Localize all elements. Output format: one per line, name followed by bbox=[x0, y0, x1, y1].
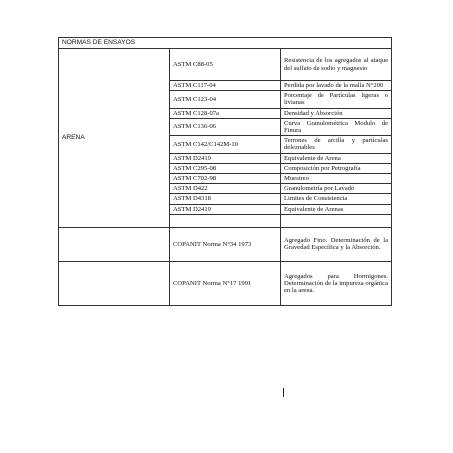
standard-cell: ASTM D422 bbox=[170, 184, 281, 194]
description-cell: Agregado Fino. Determinación de la Gravedad Específica y la Absorción. bbox=[281, 227, 392, 261]
standard-cell: ASTM C117-04 bbox=[170, 81, 281, 91]
empty-cell bbox=[59, 227, 170, 261]
empty-cell bbox=[59, 261, 170, 305]
standard-cell: ASTM C123-04 bbox=[170, 91, 281, 108]
description-cell: Densidad y Absorción bbox=[281, 108, 392, 118]
description-cell: Granulometría por Lavado bbox=[281, 184, 392, 194]
description-cell: Curva Granulométrica Modulo de Finura bbox=[281, 118, 392, 135]
standard-cell: COPANIT Norma N°34 1973 bbox=[170, 227, 281, 261]
description-cell: Perdida por lavado de la malla N°200 bbox=[281, 81, 392, 91]
table-row bbox=[59, 261, 392, 305]
standard-cell bbox=[170, 214, 281, 227]
description-cell: Composición por Petrografía bbox=[281, 163, 392, 173]
description-cell: Terrones de arcilla y partículas deleznables bbox=[281, 136, 392, 153]
table-header-row bbox=[59, 38, 392, 49]
description-cell: Resistencia de los agregados al ataque del sulfato de sodio y magnesio bbox=[281, 49, 392, 81]
standard-cell: ASTM C295-08 bbox=[170, 163, 281, 173]
standard-cell: ASTM D4318 bbox=[170, 194, 281, 204]
standard-cell: ASTM C88-05 bbox=[170, 49, 281, 81]
standard-cell: ASTM C128-07a bbox=[170, 108, 281, 118]
table-row bbox=[59, 49, 392, 81]
document-page bbox=[58, 37, 392, 306]
standard-cell: COPANIT Norma N°17 1991 bbox=[170, 261, 281, 305]
description-cell: Porcentaje de Partículas ligeras o livianas bbox=[281, 91, 392, 108]
description-cell: Limites de Consistencia bbox=[281, 194, 392, 204]
text-cursor bbox=[283, 388, 284, 397]
description-cell: Agregados para Hormigones. Determinación de la impureza orgánica en la arena. bbox=[281, 261, 392, 305]
description-cell bbox=[281, 214, 392, 227]
standard-cell: ASTM D2419 bbox=[170, 204, 281, 214]
description-cell: Equivalente de Arena bbox=[281, 153, 392, 163]
standard-cell: ASTM C136-06 bbox=[170, 118, 281, 135]
standard-cell: ASTM C702-98 bbox=[170, 174, 281, 184]
standard-cell: ASTM C142/C142M-10 bbox=[170, 136, 281, 153]
table-row bbox=[59, 227, 392, 261]
standard-cell: ASTM D2419 bbox=[170, 153, 281, 163]
table-header: NORMAS DE ENSAYOS bbox=[59, 38, 392, 49]
description-cell: Equivalente de Arenas bbox=[281, 204, 392, 214]
description-cell: Muestreo bbox=[281, 174, 392, 184]
norms-table bbox=[58, 37, 392, 306]
group-label-arena: ARENA bbox=[59, 49, 170, 228]
